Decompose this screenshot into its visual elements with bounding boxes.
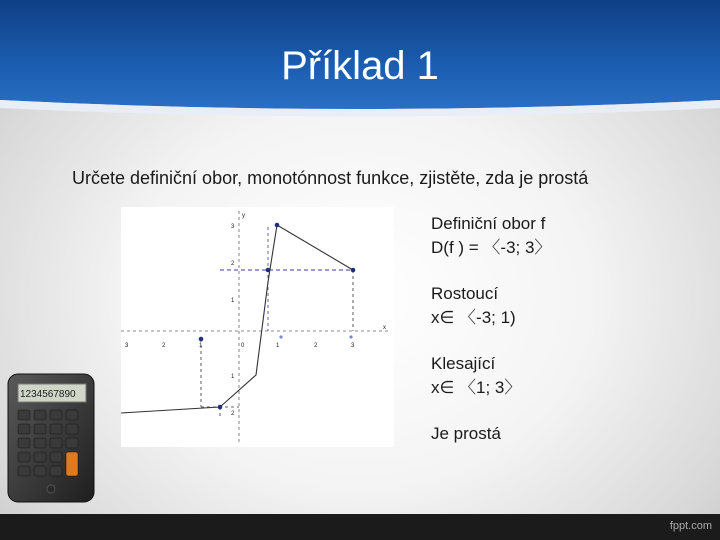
- footer-bar: [0, 514, 720, 540]
- graph-point: [218, 405, 223, 410]
- domain-value: D(f ) = 〈-3; 3〉: [431, 238, 552, 257]
- function-graph: [121, 207, 394, 447]
- y-tick-label: 1: [231, 298, 235, 304]
- injective-text: Je prostá: [431, 424, 501, 443]
- x-tick-label: 2: [314, 343, 318, 349]
- x-tick-label: 3: [125, 343, 129, 349]
- task-text: Určete definiční obor, monotónnost funkce, zjistěte, zda je prostá: [72, 168, 589, 188]
- graph-point: [275, 223, 280, 228]
- x-tick-label: 1: [199, 343, 203, 349]
- calculator-icon: [6, 372, 102, 506]
- footer-brand: fppt.com: [669, 520, 712, 532]
- y-axis-label: y: [242, 213, 245, 219]
- y-tick-label: 2: [231, 261, 235, 267]
- increasing-heading: Rostoucí: [431, 284, 499, 303]
- increasing-value: x∈ 〈-3; 1): [431, 308, 516, 327]
- answer-list: [431, 212, 691, 446]
- x-tick-label: 1: [276, 343, 280, 349]
- graph-point: [266, 268, 271, 273]
- domain-heading: Definiční obor f: [431, 214, 546, 233]
- decreasing-heading: Klesající: [431, 354, 496, 373]
- graph-point: [351, 268, 356, 273]
- y-tick-label: 3: [231, 224, 235, 230]
- x-tick-label: 3: [351, 343, 355, 349]
- x-tick-label: 0: [241, 343, 245, 349]
- x-axis-label: x: [383, 325, 386, 331]
- y-tick-label: 2: [231, 411, 235, 417]
- calculator-display: 1234567890: [20, 389, 76, 400]
- decreasing-value: x∈ 〈1; 3〉: [431, 378, 522, 397]
- function-line: [121, 225, 353, 413]
- x-tick-label: 2: [162, 343, 166, 349]
- y-tick-label: 1: [231, 374, 235, 380]
- graph-point: [199, 337, 204, 342]
- header-banner: [0, 0, 720, 130]
- page-title: Příklad 1: [281, 44, 439, 88]
